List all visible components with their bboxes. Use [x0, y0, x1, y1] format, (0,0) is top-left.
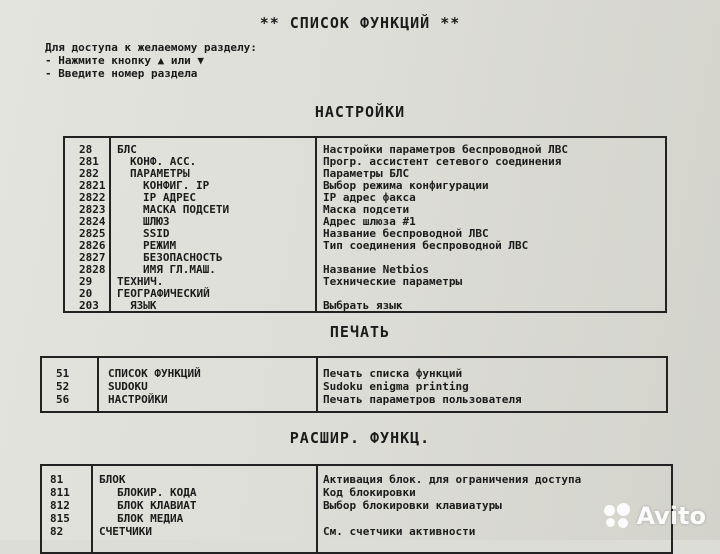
function-code: 51: [56, 367, 70, 380]
function-code: 52: [56, 380, 70, 393]
table-row: [42, 381, 666, 393]
page-title: ** СПИСОК ФУНКЦИЙ **: [259, 14, 461, 32]
function-code: 81: [50, 473, 64, 486]
function-name: SSID: [143, 227, 170, 240]
function-description: Маска подсети: [323, 203, 410, 216]
function-table: [40, 464, 673, 554]
function-code: 812: [50, 499, 70, 512]
function-name: БЛОКИР. КОДА: [117, 486, 197, 499]
function-name: НАСТРОЙКИ: [108, 393, 168, 406]
function-name: ГЕОГРАФИЧЕСКИЙ: [117, 287, 210, 300]
intro-line: - Нажмите кнопку ▲ или ▼: [45, 54, 204, 67]
table-row: [42, 487, 671, 499]
table-row: [42, 500, 671, 512]
function-code: 20: [79, 287, 93, 300]
function-description: Адрес шлюза #1: [323, 215, 416, 228]
function-description: IP адрес факса: [323, 191, 416, 204]
section-title: ПЕЧАТЬ: [329, 323, 391, 341]
function-name: СПИСОК ФУНКЦИЙ: [108, 367, 201, 380]
function-description: Тип соединения беспроводной ЛВС: [323, 239, 529, 252]
function-name: ЯЗЫК: [130, 299, 157, 312]
avito-logo-icon: [604, 503, 630, 529]
function-description: Параметры БЛС: [323, 167, 410, 180]
function-name: БЕЗОПАСНОСТЬ: [143, 251, 223, 264]
function-code: 2826: [79, 239, 106, 252]
function-code: 56: [56, 393, 70, 406]
function-code: 2824: [79, 215, 106, 228]
function-description: Название беспроводной ЛВС: [323, 227, 489, 240]
function-code: 2821: [79, 179, 106, 192]
function-name: БЛОК МЕДИА: [117, 512, 184, 525]
avito-watermark: [604, 502, 706, 530]
function-description: Печать параметров пользователя: [323, 393, 522, 406]
function-description: Название Netbios: [323, 263, 429, 276]
function-code: 29: [79, 275, 93, 288]
function-code: 282: [79, 167, 99, 180]
function-code: 2823: [79, 203, 106, 216]
function-name: РЕЖИМ: [143, 239, 177, 252]
function-description: Настройки параметров беспроводной ЛВС: [323, 143, 569, 156]
function-name: КОНФ. АСС.: [130, 155, 197, 168]
function-description: Код блокировки: [323, 486, 416, 499]
function-code: 2825: [79, 227, 106, 240]
function-table: [40, 356, 668, 413]
function-description: Выбор блокировки клавиатуры: [323, 499, 502, 512]
function-name: МАСКА ПОДСЕТИ: [143, 203, 230, 216]
function-code: 82: [50, 525, 64, 538]
intro-line: - Введите номер раздела: [45, 67, 198, 80]
function-name: БЛОК КЛАВИАТ: [117, 499, 197, 512]
function-code: 281: [79, 155, 99, 168]
section-title: РАСШИР. ФУНКЦ.: [289, 429, 431, 447]
table-row: [42, 368, 666, 380]
function-description: Прогр. ассистент сетевого соединения: [323, 155, 562, 168]
intro-instructions: [45, 41, 257, 80]
table-row: [65, 300, 665, 312]
function-description: Технические параметры: [323, 275, 463, 288]
function-code: 811: [50, 486, 70, 499]
function-code: 2828: [79, 263, 106, 276]
function-name: КОНФИГ. IP: [143, 179, 210, 192]
function-code: 815: [50, 512, 70, 525]
function-name: ПАРАМЕТРЫ: [130, 167, 190, 180]
function-name: ТЕХНИЧ.: [117, 275, 164, 288]
function-name: ШЛЮЗ: [143, 215, 170, 228]
function-description: Выбрать язык: [323, 299, 403, 312]
function-name: БЛС: [117, 143, 137, 156]
table-row: [42, 474, 671, 486]
function-code: 2822: [79, 191, 106, 204]
function-description: См. счетчики активности: [323, 525, 476, 538]
table-row: [42, 526, 671, 538]
function-name: БЛОК: [99, 473, 126, 486]
function-code: 203: [79, 299, 99, 312]
table-row: [42, 513, 671, 525]
function-name: IP АДРЕС: [143, 191, 196, 204]
function-table: [63, 136, 667, 313]
watermark-text: Avito: [636, 502, 706, 530]
section-title: НАСТРОЙКИ: [314, 103, 406, 121]
function-description: Активация блок. для ограничения доступа: [323, 473, 582, 486]
function-name: SUDOKU: [108, 380, 148, 393]
function-code: 28: [79, 143, 93, 156]
function-name: ИМЯ ГЛ.МАШ.: [143, 263, 216, 276]
function-code: 2827: [79, 251, 106, 264]
function-description: Sudoku enigma printing: [323, 380, 469, 393]
function-description: Выбор режима конфигурации: [323, 179, 489, 192]
intro-line: Для доступа к желаемому разделу:: [45, 41, 257, 54]
table-row: [42, 394, 666, 406]
function-description: Печать списка функций: [323, 367, 463, 380]
function-name: СЧЕТЧИКИ: [99, 525, 152, 538]
